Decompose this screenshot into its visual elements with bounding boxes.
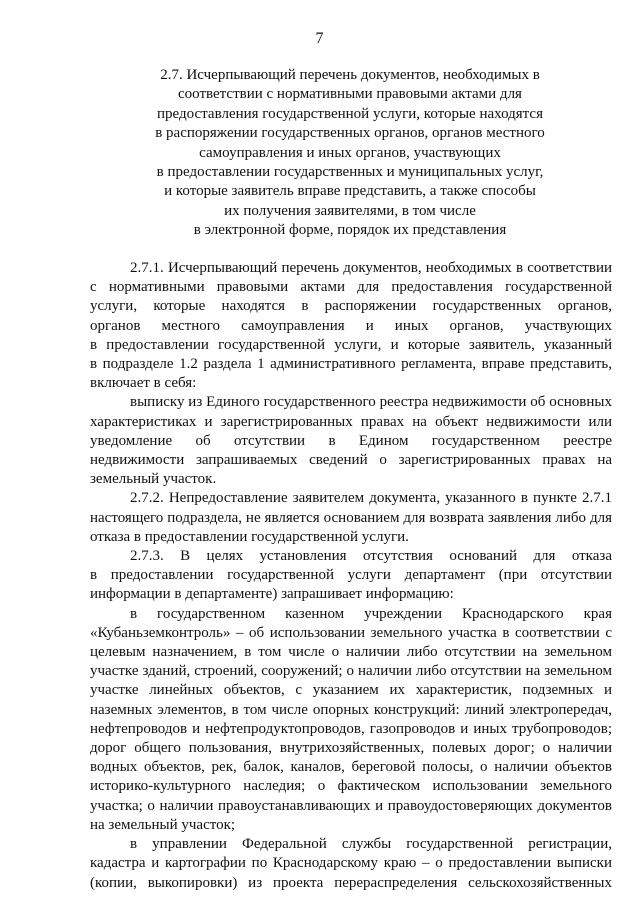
page-number: 7	[315, 30, 324, 47]
text-line: в предоставлении государственной услуги, и которые заявитель, указанный	[90, 336, 612, 353]
text-line: (копии, выкопировки) из проекта перераспределения сельскохозяйственных	[90, 874, 612, 891]
text-line: в государственном казенном учреждении Краснодарского края	[130, 605, 612, 622]
text-line: земельный участок.	[90, 471, 217, 488]
text-line: включает в себя:	[90, 375, 197, 392]
heading-line: и которые заявитель вправе представить, а также способы	[164, 183, 536, 200]
text-line: в подразделе 1.2 раздела 1 административного регламента, вправе представить,	[90, 356, 612, 373]
text-line: целевым назначением, в том числе о наличии либо отсутствии на земельном	[90, 644, 612, 661]
text-line: 2.7.2. Непредоставление заявителем документа, указанного в пункте 2.7.1	[130, 490, 612, 507]
text-line: характеристиках и зарегистрированных правах на объект недвижимости или	[90, 413, 612, 430]
text-line: 2.7.3. В целях установления отсутствия оснований для отказа	[130, 548, 612, 565]
text-line: в предоставлении государственной услуги департамент (при отсутствии	[90, 567, 612, 584]
heading-line: в предоставлении государственных и муниципальных услуг,	[156, 164, 544, 181]
paragraph-2-7-3	[90, 547, 612, 605]
heading-line: самоуправления и иных органов, участвующих	[199, 144, 501, 161]
text-line: выписку из Единого государственного реестра недвижимости об основных	[130, 394, 612, 411]
heading-line: их получения заявителями, в том числе	[224, 202, 476, 219]
heading-line: предоставления государственной услуги, которые находятся	[157, 105, 543, 122]
heading-line: в электронной форме, порядок их представления	[193, 222, 507, 239]
text-line: с нормативными правовыми актами для предоставления государственной	[90, 279, 612, 296]
document-body	[90, 259, 612, 893]
paragraph-2-7-1	[90, 259, 612, 393]
heading-line: 2.7. Исчерпывающий перечень документов, необходимых в	[160, 67, 540, 83]
text-line: услуги, которые находятся в распоряжении государственных органов,	[90, 298, 612, 315]
text-line: настоящего подраздела, не является основанием для возврата заявления либо для	[90, 509, 612, 526]
text-line: наземных элементов, в том числе опорных конструкций: линий электропередач,	[90, 701, 612, 718]
text-line: уведомление об отсутствии в Едином государственном реестре	[90, 432, 612, 449]
text-line: водных объектов, рек, балок, каналов, береговой полосы, о наличии объектов	[90, 759, 612, 776]
paragraph-rosreestr	[90, 835, 612, 893]
paragraph-kubanzemkontrol	[90, 605, 612, 835]
text-line: недвижимости запрашиваемых сведений о зарегистрированных правах на	[90, 452, 612, 469]
section-heading	[130, 66, 570, 241]
text-line: участке зданий, строений, сооружений; о наличии либо отсутствии на земельном	[90, 663, 612, 680]
text-line: участке линейных объектов, с указанием их характеристик, подземных и	[90, 682, 612, 699]
paragraph-extract	[90, 393, 612, 489]
text-line: участка; о наличии правоустанавливающих и правоудостоверяющих документов	[90, 797, 612, 814]
text-line: на земельный участок;	[90, 816, 236, 833]
text-line: информации в департаменте) запрашивает информацию:	[90, 586, 454, 603]
text-line: кадастра и картографии по Краснодарскому краю – о предоставлении выписки	[90, 855, 612, 872]
text-line: дорог общего пользования, внутрихозяйственных, полевых дорог; о наличии	[90, 740, 612, 757]
paragraph-2-7-2	[90, 489, 612, 547]
text-line: отказа в предоставлении государственной услуги.	[90, 528, 409, 545]
heading-line: в распоряжении государственных органов, органов местного	[155, 125, 545, 142]
text-line: историко-культурного наследия; о фактическом использовании земельного	[90, 778, 612, 795]
heading-line: соответствии с нормативными правовыми актами для	[178, 86, 522, 103]
text-line: нефтепроводов и нефтепродуктопроводов, газопроводов и иных трубопроводов;	[90, 720, 612, 737]
text-line: органов местного самоуправления и иных органов, участвующих	[90, 317, 612, 334]
text-line: «Кубаньземконтроль» – об использовании земельного участка в соответствии с	[90, 624, 612, 641]
text-line: в управлении Федеральной службы государственной регистрации,	[130, 836, 612, 853]
text-line: 2.7.1. Исчерпывающий перечень документов, необходимых в соответствии	[130, 260, 612, 276]
